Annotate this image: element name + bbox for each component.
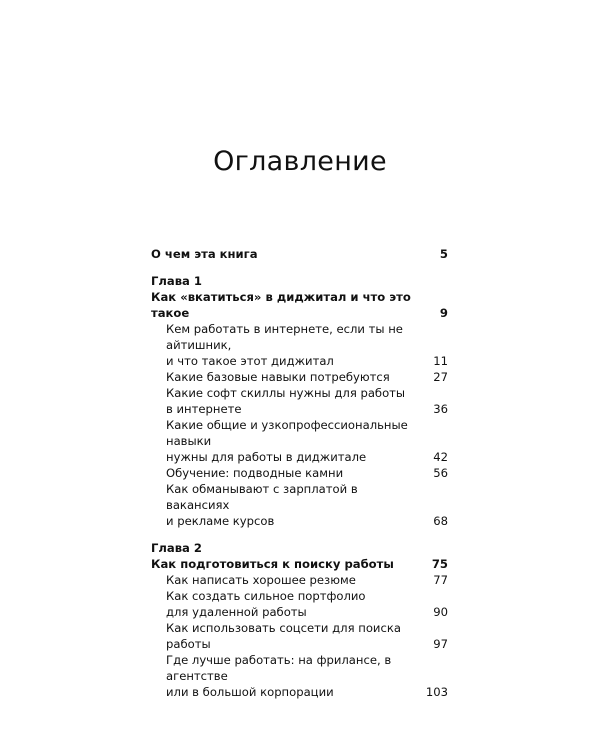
- toc-entry-line: Как обманывают с зарплатой в вакансиях: [166, 482, 358, 512]
- toc-entry-line: и что такое этот диджитал: [166, 354, 334, 368]
- toc-entry-continued[interactable]: [151, 684, 448, 700]
- toc-entry[interactable]: [151, 385, 448, 401]
- toc-entry-line: нужны для работы в диджитале: [166, 450, 367, 464]
- toc-entry[interactable]: [151, 572, 448, 588]
- toc-entry-page: 36: [433, 402, 448, 416]
- toc-entry-page: 97: [433, 637, 448, 651]
- toc-entry[interactable]: [151, 369, 448, 385]
- toc-entry-page: 103: [425, 685, 448, 699]
- toc-entry-line: или в большой корпорации: [166, 685, 334, 699]
- toc-entry-label: О чем эта книга: [151, 247, 258, 261]
- toc-entry-continued[interactable]: [151, 513, 448, 529]
- toc-entry-label: Как подготовиться к поиску работы: [151, 557, 394, 571]
- toc-entry-label: Как «вкатиться» в диджитал и что это такое: [151, 290, 411, 320]
- toc-entry-page: 90: [433, 605, 448, 619]
- toc-entry[interactable]: [151, 481, 448, 513]
- toc-entry-page: 77: [433, 573, 448, 587]
- toc-entry-line: Где лучше работать: на фрилансе, в агентстве: [166, 653, 392, 683]
- toc-entry-page: 5: [439, 247, 448, 261]
- toc-entry-line: Кем работать в интернете, если ты не айтишник,: [166, 322, 403, 352]
- toc-entry-page: 27: [433, 370, 448, 384]
- toc-entry-line: Какие общие и узкопрофессиональные навыки: [166, 418, 408, 448]
- toc-entry-page: 11: [433, 354, 448, 368]
- toc-entry-chapter-2[interactable]: [151, 556, 448, 572]
- toc-entry-line: Как использовать соцсети для поиска работы: [166, 621, 401, 651]
- toc-entry-chapter-1[interactable]: [151, 289, 448, 321]
- toc-entry-line: Обучение: подводные камни: [166, 466, 344, 480]
- toc-entry[interactable]: [151, 620, 448, 652]
- toc-entry-line: Какие софт скиллы нужны для работы: [166, 386, 406, 400]
- toc-entry-intro[interactable]: [151, 246, 448, 262]
- toc-entry-page: 9: [439, 306, 448, 320]
- page-title: Оглавление: [213, 146, 387, 177]
- toc-entry[interactable]: [151, 588, 448, 604]
- toc-entry-page: 75: [431, 557, 448, 571]
- toc-entry[interactable]: [151, 652, 448, 684]
- toc-entry[interactable]: [151, 417, 448, 449]
- toc-entry[interactable]: [151, 321, 448, 353]
- toc-entry-line: Как создать сильное портфолио: [166, 589, 366, 603]
- table-of-contents: [151, 246, 448, 700]
- toc-entry-page: 68: [433, 514, 448, 528]
- toc-entry-continued[interactable]: [151, 449, 448, 465]
- toc-entry-page: 56: [433, 466, 448, 480]
- chapter-heading: Глава 1: [151, 274, 202, 288]
- toc-entry-continued[interactable]: [151, 353, 448, 369]
- chapter-heading: Глава 2: [151, 541, 202, 555]
- toc-entry[interactable]: [151, 465, 448, 481]
- toc-entry-line: Как написать хорошее резюме: [166, 573, 356, 587]
- toc-entry-line: Какие базовые навыки потребуются: [166, 370, 390, 384]
- toc-entry-continued[interactable]: [151, 401, 448, 417]
- toc-entry-line: для удаленной работы: [166, 605, 307, 619]
- toc-entry-line: в интернете: [166, 402, 242, 416]
- toc-entry-line: и рекламе курсов: [166, 514, 275, 528]
- toc-entry-continued[interactable]: [151, 604, 448, 620]
- toc-entry-page: 42: [433, 450, 448, 464]
